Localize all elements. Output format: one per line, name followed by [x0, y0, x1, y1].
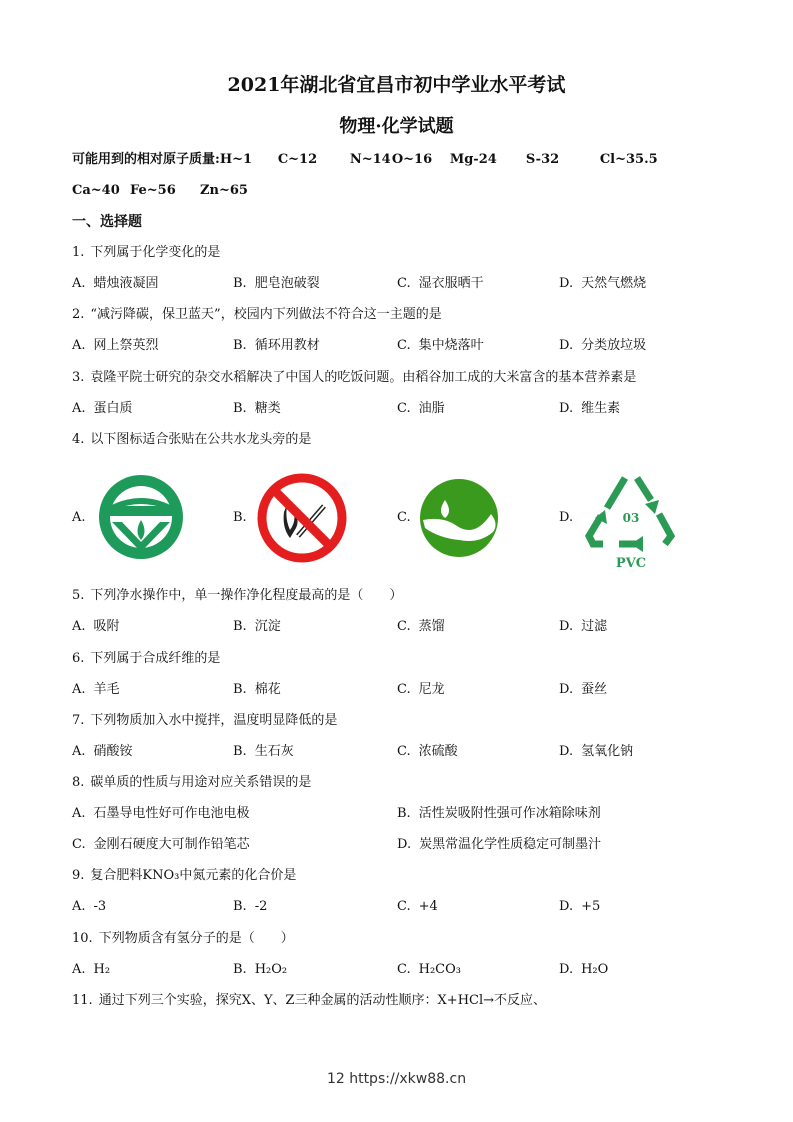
option-text: 维生素 — [581, 401, 621, 416]
option-b[interactable] — [233, 400, 281, 418]
question-7 — [72, 712, 337, 730]
green-food-logo-icon[interactable] — [98, 474, 184, 564]
option-b[interactable]: B. — [233, 510, 247, 525]
option-text: 硝酸铵 — [93, 744, 133, 759]
option-label: A. — [72, 806, 86, 821]
question-number: 10. — [72, 931, 93, 946]
option-text: 蜡烛液凝固 — [93, 276, 159, 291]
option-label: D. — [559, 338, 574, 353]
atomic-mass: N~14 — [349, 152, 391, 167]
option-text: 羊毛 — [93, 682, 120, 697]
option-d[interactable] — [559, 618, 607, 636]
option-text: 过滤 — [581, 619, 608, 634]
question-text: “减污降碳，保卫蓝天”，校园内下列做法不符合这一主题的是 — [90, 307, 442, 322]
option-text: H₂CO₃ — [418, 962, 461, 977]
option-c[interactable] — [397, 961, 461, 979]
option-b[interactable] — [233, 898, 267, 916]
question-number: 5. — [72, 588, 85, 603]
option-text: 沉淀 — [254, 619, 281, 634]
option-label: C. — [397, 619, 411, 634]
option-c[interactable] — [397, 681, 445, 699]
option-label: B. — [233, 744, 247, 759]
option-text: 糖类 — [254, 401, 281, 416]
question-5 — [72, 587, 402, 605]
option-text: H₂O₂ — [254, 962, 288, 977]
option-c[interactable] — [397, 337, 484, 355]
atomic-mass: Mg-24 — [449, 152, 497, 167]
atomic-mass: H~1 — [219, 152, 253, 167]
option-b[interactable] — [233, 275, 320, 293]
option-label: A. — [72, 962, 86, 977]
option-d[interactable] — [397, 836, 601, 854]
atomic-masses-line-2 — [72, 182, 260, 200]
option-label: C. — [397, 744, 411, 759]
option-text: 蚕丝 — [581, 682, 608, 697]
option-text: 棉花 — [254, 682, 281, 697]
question-text: 下列物质含有氢分子的是（ ） — [98, 931, 294, 946]
option-a[interactable] — [72, 898, 106, 916]
question-number: 8. — [72, 775, 85, 790]
option-label: B. — [233, 401, 247, 416]
option-label: D. — [397, 837, 412, 852]
option-text: 油脂 — [418, 401, 445, 416]
option-label: D. — [559, 962, 574, 977]
option-label: D. — [559, 401, 574, 416]
option-c[interactable] — [72, 836, 250, 854]
option-a[interactable] — [72, 337, 159, 355]
atomic-masses-label: 可能用到的相对原子质量: — [72, 152, 220, 167]
option-label: A. — [72, 276, 86, 291]
atomic-mass: Ca~40 — [72, 183, 120, 198]
question-number: 7. — [72, 713, 85, 728]
option-a[interactable] — [72, 961, 110, 979]
option-b[interactable] — [233, 743, 294, 761]
question-text: 下列物质加入水中搅拌，温度明显降低的是 — [90, 713, 338, 728]
question-text: 复合肥料KNO₃中氮元素的化合价是 — [90, 868, 297, 883]
option-d[interactable] — [559, 337, 646, 355]
option-c[interactable] — [397, 898, 438, 916]
option-text: 生石灰 — [254, 744, 294, 759]
option-a[interactable] — [72, 618, 120, 636]
option-text: 活性炭吸附性强可作冰箱除味剂 — [418, 806, 601, 821]
option-label: D. — [559, 619, 574, 634]
option-label: B. — [233, 619, 247, 634]
question-number: 4. — [72, 432, 85, 447]
question-text: 通过下列三个实验，探究X、Y、Z三种金属的活动性顺序：X+HCl→不反应、 — [98, 993, 547, 1008]
question-2 — [72, 306, 442, 324]
option-label: D. — [559, 899, 574, 914]
option-text: +4 — [418, 899, 438, 914]
option-label: B. — [397, 806, 411, 821]
option-label: C. — [397, 899, 411, 914]
option-label: B. — [233, 682, 247, 697]
atomic-mass: O~16 — [391, 152, 433, 167]
page-title: 2021年湖北省宜昌市初中学业水平考试 — [227, 74, 566, 96]
question-number: 1. — [72, 245, 85, 260]
option-b[interactable] — [233, 618, 281, 636]
option-d[interactable]: D. — [559, 510, 574, 525]
atomic-mass: S-32 — [525, 152, 560, 167]
option-d[interactable] — [559, 743, 633, 761]
option-label: C. — [397, 682, 411, 697]
option-label: A. — [72, 899, 86, 914]
question-number: 2. — [72, 307, 85, 322]
question-4 — [72, 431, 311, 449]
option-d[interactable] — [559, 898, 600, 916]
option-c[interactable] — [397, 275, 484, 293]
option-label: B. — [233, 276, 247, 291]
option-a[interactable] — [72, 400, 133, 418]
option-text: -2 — [254, 899, 268, 914]
option-text: 湿衣服晒干 — [418, 276, 484, 291]
question-text: 下列属于合成纤维的是 — [90, 651, 221, 666]
option-label: C. — [397, 401, 411, 416]
option-text: 氢氧化钠 — [581, 744, 634, 759]
option-text: 分类放垃圾 — [581, 338, 647, 353]
section-heading: 一、选择题 — [72, 214, 142, 230]
question-text: 以下图标适合张贴在公共水龙头旁的是 — [90, 432, 312, 447]
option-label: A. — [72, 401, 86, 416]
atomic-masses-line-1 — [72, 151, 660, 169]
question-number: 11. — [72, 993, 93, 1008]
option-label: A. — [72, 682, 86, 697]
no-fire-sign-icon[interactable] — [256, 472, 348, 568]
question-10 — [72, 930, 294, 948]
question-text: 碳单质的性质与用途对应关系错误的是 — [90, 775, 312, 790]
option-text: H₂ — [93, 962, 111, 977]
option-text: 网上祭英烈 — [93, 338, 159, 353]
option-label: A. — [72, 619, 86, 634]
option-text: +5 — [581, 899, 601, 914]
atomic-mass: Cl~35.5 — [599, 152, 658, 167]
option-text: -3 — [93, 899, 107, 914]
option-a[interactable] — [72, 743, 133, 761]
option-label: B. — [233, 338, 247, 353]
option-d[interactable] — [559, 681, 607, 699]
question-1 — [72, 244, 220, 262]
option-a[interactable] — [72, 681, 120, 699]
option-label: A. — [72, 744, 86, 759]
question-9 — [72, 867, 296, 885]
option-text: H₂O — [581, 962, 609, 977]
question-8 — [72, 774, 311, 792]
option-text: 循环用教材 — [254, 338, 320, 353]
option-text: 石墨导电性好可作电池电极 — [93, 806, 250, 821]
water-saving-logo-icon[interactable] — [419, 478, 499, 562]
option-label: C. — [397, 338, 411, 353]
question-11 — [72, 992, 546, 1010]
atomic-mass: C~12 — [277, 152, 318, 167]
option-text: 尼龙 — [418, 682, 445, 697]
question-3 — [72, 369, 636, 387]
option-label: B. — [233, 899, 247, 914]
option-d[interactable] — [559, 961, 608, 979]
atomic-mass: Fe~56 — [130, 183, 176, 198]
option-label: D. — [559, 276, 574, 291]
option-c[interactable]: C. — [397, 510, 411, 525]
option-a[interactable] — [72, 275, 159, 293]
option-label: C. — [397, 962, 411, 977]
option-d[interactable] — [559, 275, 646, 293]
option-label: D. — [559, 682, 574, 697]
option-a[interactable] — [72, 805, 250, 823]
question-text: 袁隆平院士研究的杂交水稻解决了中国人的吃饭问题。由稻谷加工成的大米富含的基本营养素是 — [90, 370, 637, 385]
option-text: 蒸馏 — [418, 619, 445, 634]
option-b[interactable] — [397, 805, 601, 823]
option-b[interactable] — [233, 961, 287, 979]
option-label: C. — [397, 276, 411, 291]
option-b[interactable] — [233, 681, 281, 699]
option-text: 蛋白质 — [93, 401, 133, 416]
option-label: B. — [233, 962, 247, 977]
option-text: 天然气燃烧 — [581, 276, 647, 291]
option-text: 肥皂泡破裂 — [254, 276, 320, 291]
page-subtitle: 物理·化学试题 — [339, 116, 454, 137]
option-label: C. — [72, 837, 86, 852]
option-a[interactable]: A. — [72, 510, 86, 525]
option-text: 吸附 — [93, 619, 120, 634]
option-text: 炭黑常温化学性质稳定可制墨汁 — [419, 837, 602, 852]
option-label: D. — [559, 744, 574, 759]
question-number: 9. — [72, 868, 85, 883]
pvc-recycle-icon[interactable] — [585, 470, 677, 574]
page-footer: 12 https://xkw88.cn — [326, 1071, 467, 1087]
question-text: 下列净水操作中，单一操作净化程度最高的是（ ） — [90, 588, 403, 603]
plastic-code-label: 03 — [622, 511, 640, 525]
atomic-mass: Zn~65 — [200, 183, 248, 198]
question-number: 3. — [72, 370, 85, 385]
question-6 — [72, 650, 220, 668]
option-text: 集中烧落叶 — [418, 338, 484, 353]
option-label: A. — [72, 338, 86, 353]
option-c[interactable] — [397, 743, 458, 761]
option-text: 金刚石硬度大可制作铅笔芯 — [93, 837, 250, 852]
option-c[interactable] — [397, 400, 445, 418]
question-number: 6. — [72, 651, 85, 666]
option-c[interactable] — [397, 618, 445, 636]
option-d[interactable] — [559, 400, 620, 418]
option-text: 浓硫酸 — [418, 744, 458, 759]
question-text: 下列属于化学变化的是 — [90, 245, 221, 260]
plastic-type-label: PVC — [615, 556, 647, 570]
option-b[interactable] — [233, 337, 320, 355]
